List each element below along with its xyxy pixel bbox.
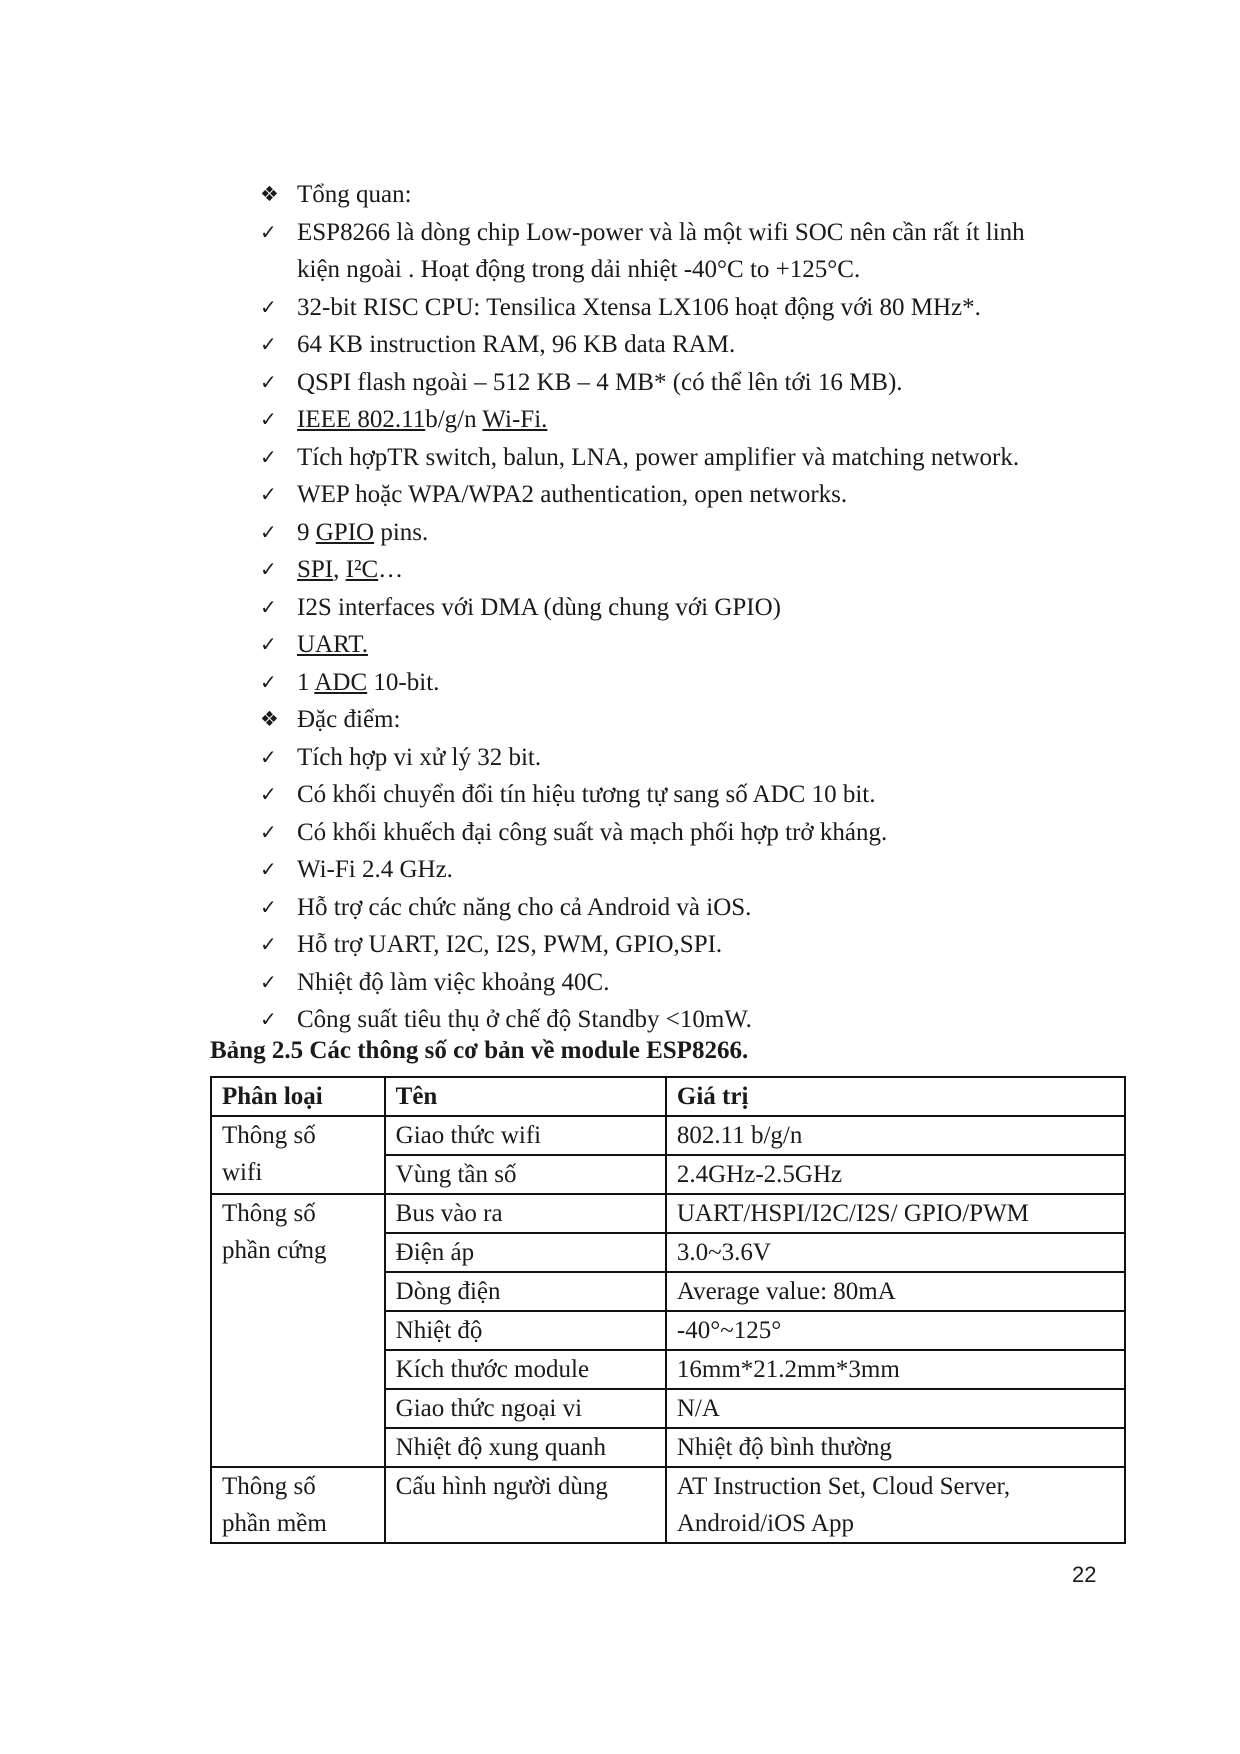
check-icon: ✓	[260, 744, 277, 769]
table-row	[211, 1467, 1125, 1543]
list-item: ✓ WEP hoặc WPA/WPA2 authentication, open networks.	[260, 476, 1120, 514]
header-name: Tên	[385, 1077, 666, 1116]
page-number: 22	[1072, 1562, 1097, 1587]
table-row	[211, 1116, 1125, 1155]
list-item: ✓ Nhiệt độ làm việc khoảng 40C.	[260, 964, 1120, 1002]
check-icon: ✓	[260, 669, 277, 694]
list-item: ✓ Hỗ trợ UART, I2C, I2S, PWM, GPIO,SPI.	[260, 926, 1120, 964]
table-caption: Bảng 2.5 Các thông số cơ bản về module ESP8266.	[210, 1037, 749, 1064]
list-item: ✓ 9 GPIO pins.	[260, 514, 1120, 552]
features-heading: ❖ Đặc điểm:	[260, 701, 1120, 739]
name-cell: Cấu hình người dùng	[385, 1467, 666, 1543]
list-item: ✓ 1 ADC 10-bit.	[260, 664, 1120, 702]
spi-link[interactable]: SPI	[297, 556, 334, 583]
check-icon: ✓	[260, 969, 277, 994]
name-cell: Dòng điện	[385, 1272, 666, 1311]
header-value: Giá trị	[666, 1077, 1125, 1116]
list-item: ✓ ESP8266 là dòng chip Low-power và là một wifi SOC nên cần rất ít linh	[260, 214, 1120, 252]
check-icon: ✓	[260, 482, 277, 506]
diamond-bullet-icon: ❖	[260, 182, 279, 206]
value-cell: Nhiệt độ bình thường	[666, 1428, 1125, 1467]
value-cell: 3.0~3.6V	[666, 1233, 1125, 1272]
list-item: ✓ SPI, I²C…	[260, 551, 1120, 589]
name-cell: Nhiệt độ	[385, 1311, 666, 1350]
list-item: ✓ Wi-Fi 2.4 GHz.	[260, 851, 1120, 889]
check-icon: ✓	[260, 219, 277, 244]
adc-link[interactable]: ADC	[314, 668, 368, 696]
overview-heading: ❖ Tổng quan:	[260, 176, 1120, 214]
check-icon: ✓	[260, 932, 277, 956]
list-item: ✓ QSPI flash ngoài – 512 KB – 4 MB* (có thể lên tới 16 MB).	[260, 364, 1120, 402]
name-cell: Giao thức wifi	[385, 1116, 666, 1155]
list-item: ✓ 32-bit RISC CPU: Tensilica Xtensa LX106 hoạt động với 80 MHz*.	[260, 289, 1120, 327]
ieee-link[interactable]: IEEE 802.11	[297, 406, 426, 433]
check-icon: ✓	[260, 632, 277, 656]
value-cell: -40°~125°	[666, 1311, 1125, 1350]
list-item: ✓ Có khối chuyển đổi tín hiệu tương tự sang số ADC 10 bit.	[260, 776, 1120, 814]
check-icon: ✓	[260, 444, 277, 469]
table-row	[211, 1194, 1125, 1233]
check-icon: ✓	[260, 894, 277, 919]
list-item: ✓ IEEE 802.11b/g/n Wi-Fi.	[260, 401, 1120, 439]
list-item: ✓ Tích hợp vi xử lý 32 bit.	[260, 739, 1120, 777]
list-item-continuation: kiện ngoài . Hoạt động trong dải nhiệt -40°C to +125°C.	[297, 256, 861, 283]
check-icon: ✓	[260, 519, 277, 544]
name-cell: Giao thức ngoại vi	[385, 1389, 666, 1428]
category-cell: Thông số phần cứng	[211, 1194, 385, 1467]
wifi-link[interactable]: Wi-Fi.	[482, 406, 548, 433]
check-icon: ✓	[260, 294, 277, 319]
list-item: ✓ I2S interfaces với DMA (dùng chung với GPIO)	[260, 589, 1120, 627]
check-icon: ✓	[260, 782, 277, 806]
list-item: ✓ Công suất tiêu thụ ở chế độ Standby <10mW.	[260, 1001, 1120, 1039]
value-cell: 802.11 b/g/n	[666, 1116, 1125, 1155]
list-item: ✓ Tích hợpTR switch, balun, LNA, power amplifier và matching network.	[260, 439, 1120, 477]
check-icon: ✓	[260, 369, 277, 394]
list-item: ✓ Hỗ trợ các chức năng cho cả Android và iOS.	[260, 889, 1120, 927]
value-cell: 2.4GHz-2.5GHz	[666, 1155, 1125, 1194]
value-cell: 16mm*21.2mm*3mm	[666, 1350, 1125, 1389]
check-icon: ✓	[260, 594, 277, 619]
gpio-link[interactable]: GPIO	[315, 518, 375, 546]
spec-table	[210, 1076, 1126, 1544]
header-category: Phân loại	[211, 1077, 385, 1116]
name-cell: Nhiệt độ xung quanh	[385, 1428, 666, 1467]
diamond-bullet-icon: ❖	[260, 707, 279, 731]
uart-link[interactable]: UART.	[297, 631, 368, 658]
name-cell: Kích thước module	[385, 1350, 666, 1389]
check-icon: ✓	[260, 857, 277, 881]
body-text	[260, 176, 1120, 1039]
check-icon: ✓	[260, 819, 277, 844]
value-cell: N/A	[666, 1389, 1125, 1428]
name-cell: Vùng tần số	[385, 1155, 666, 1194]
category-cell: Thông số wifi	[211, 1116, 385, 1194]
list-item: ✓ 64 KB instruction RAM, 96 KB data RAM.	[260, 326, 1120, 364]
name-cell: Bus vào ra	[385, 1194, 666, 1233]
check-icon: ✓	[260, 557, 277, 581]
value-cell: UART/HSPI/I2C/I2S/ GPIO/PWM	[666, 1194, 1125, 1233]
value-cell: AT Instruction Set, Cloud Server, Android/iOS App	[666, 1467, 1125, 1543]
value-cell: Average value: 80mA	[666, 1272, 1125, 1311]
list-item: ✓ Có khối khuếch đại công suất và mạch phối hợp trở kháng.	[260, 814, 1120, 852]
category-cell: Thông số phần mềm	[211, 1467, 385, 1543]
check-icon: ✓	[260, 407, 277, 431]
i2c-link[interactable]: I²C	[345, 556, 379, 583]
check-icon: ✓	[260, 332, 277, 356]
check-icon: ✓	[260, 1007, 277, 1031]
table-header-row	[211, 1077, 1125, 1116]
list-item	[260, 626, 1120, 664]
name-cell: Điện áp	[385, 1233, 666, 1272]
